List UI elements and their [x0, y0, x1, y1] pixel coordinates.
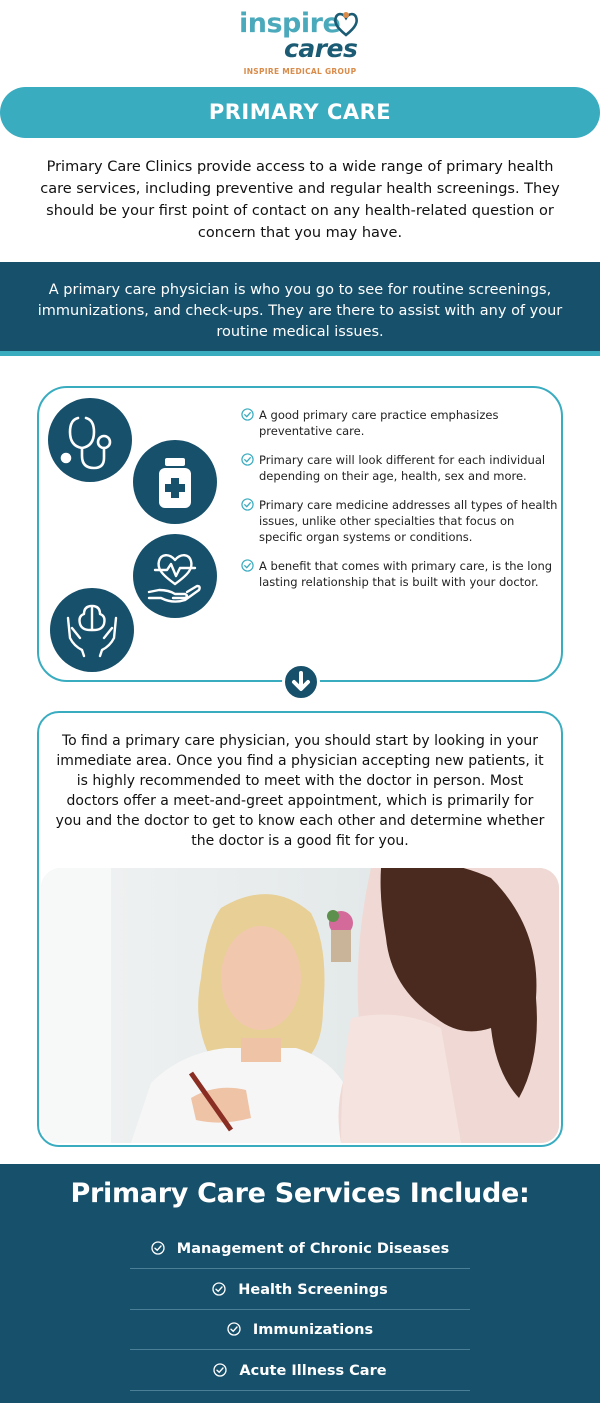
- check-circle-icon: [212, 1282, 226, 1296]
- check-circle-icon: [213, 1363, 227, 1377]
- service-label: Acute Illness Care: [239, 1363, 387, 1379]
- physician-band-text: A primary care physician is who you go to see for routine screenings, immunizations, and check-ups. They are there to assist with any of your routine medical issues.: [37, 282, 563, 340]
- service-label: Health Screenings: [238, 1282, 388, 1298]
- benefit-item: [241, 407, 559, 439]
- medicine-bottle-icon: [133, 440, 217, 524]
- benefit-text: Primary care will look different for each individual depending on their age, health, sex and more.: [259, 453, 546, 483]
- check-circle-icon: [241, 498, 254, 511]
- benefit-text: Primary care medicine addresses all types of health issues, unlike other specialties that focus on specific organ systems or conditions.: [259, 498, 558, 544]
- service-item: [130, 1229, 470, 1269]
- logo-subtitle: INSPIRE MEDICAL GROUP: [243, 67, 357, 76]
- logo-inspire-text: inspire: [239, 8, 341, 39]
- services-title: Primary Care Services Include:: [70, 1178, 530, 1209]
- service-item: [130, 1310, 470, 1350]
- service-item: [130, 1351, 470, 1391]
- intro-paragraph: Primary Care Clinics provide access to a wide range of primary health care services, including preventive and regular health screenings. They should be your first point of contact on any health-related question or concern that you may have.: [40, 159, 560, 241]
- physician-band: [0, 262, 600, 356]
- brain-in-hands-icon: [50, 588, 134, 672]
- brand-logo[interactable]: [0, 0, 600, 84]
- benefit-item: [241, 497, 559, 545]
- benefit-item: [241, 452, 559, 484]
- benefit-item: [241, 558, 559, 590]
- benefit-text: A benefit that comes with primary care, is the long lasting relationship that is built with your doctor.: [259, 559, 553, 589]
- page-title: PRIMARY CARE: [0, 87, 600, 138]
- stethoscope-icon: [48, 398, 132, 482]
- find-physician-panel: [37, 711, 563, 1147]
- check-circle-icon: [227, 1322, 241, 1336]
- benefit-text: A good primary care practice emphasizes preventative care.: [259, 408, 499, 438]
- benefits-list: [241, 407, 559, 603]
- service-label: Management of Chronic Diseases: [176, 1241, 450, 1257]
- check-circle-icon: [241, 559, 254, 572]
- arrow-down-icon: [282, 663, 320, 701]
- check-circle-icon: [241, 408, 254, 421]
- check-circle-icon: [241, 453, 254, 466]
- find-physician-text: To find a primary care physician, you should start by looking in your immediate area. Once you find a physician accepting new patients, it is highly recommended to meet with the doctor in person. Most doctors offer a meet-and-greet appointment, which is primarily for you and the doctor to get to know each other and determine whether the doctor is a good fit for you.: [55, 733, 545, 849]
- service-item: [130, 1270, 470, 1310]
- doctor-consultation-photo: [41, 868, 559, 1143]
- logo-cares-text: cares: [284, 34, 358, 63]
- check-circle-icon: [151, 1241, 165, 1255]
- service-label: Immunizations: [252, 1322, 374, 1338]
- heart-in-hand-icon: [133, 534, 217, 618]
